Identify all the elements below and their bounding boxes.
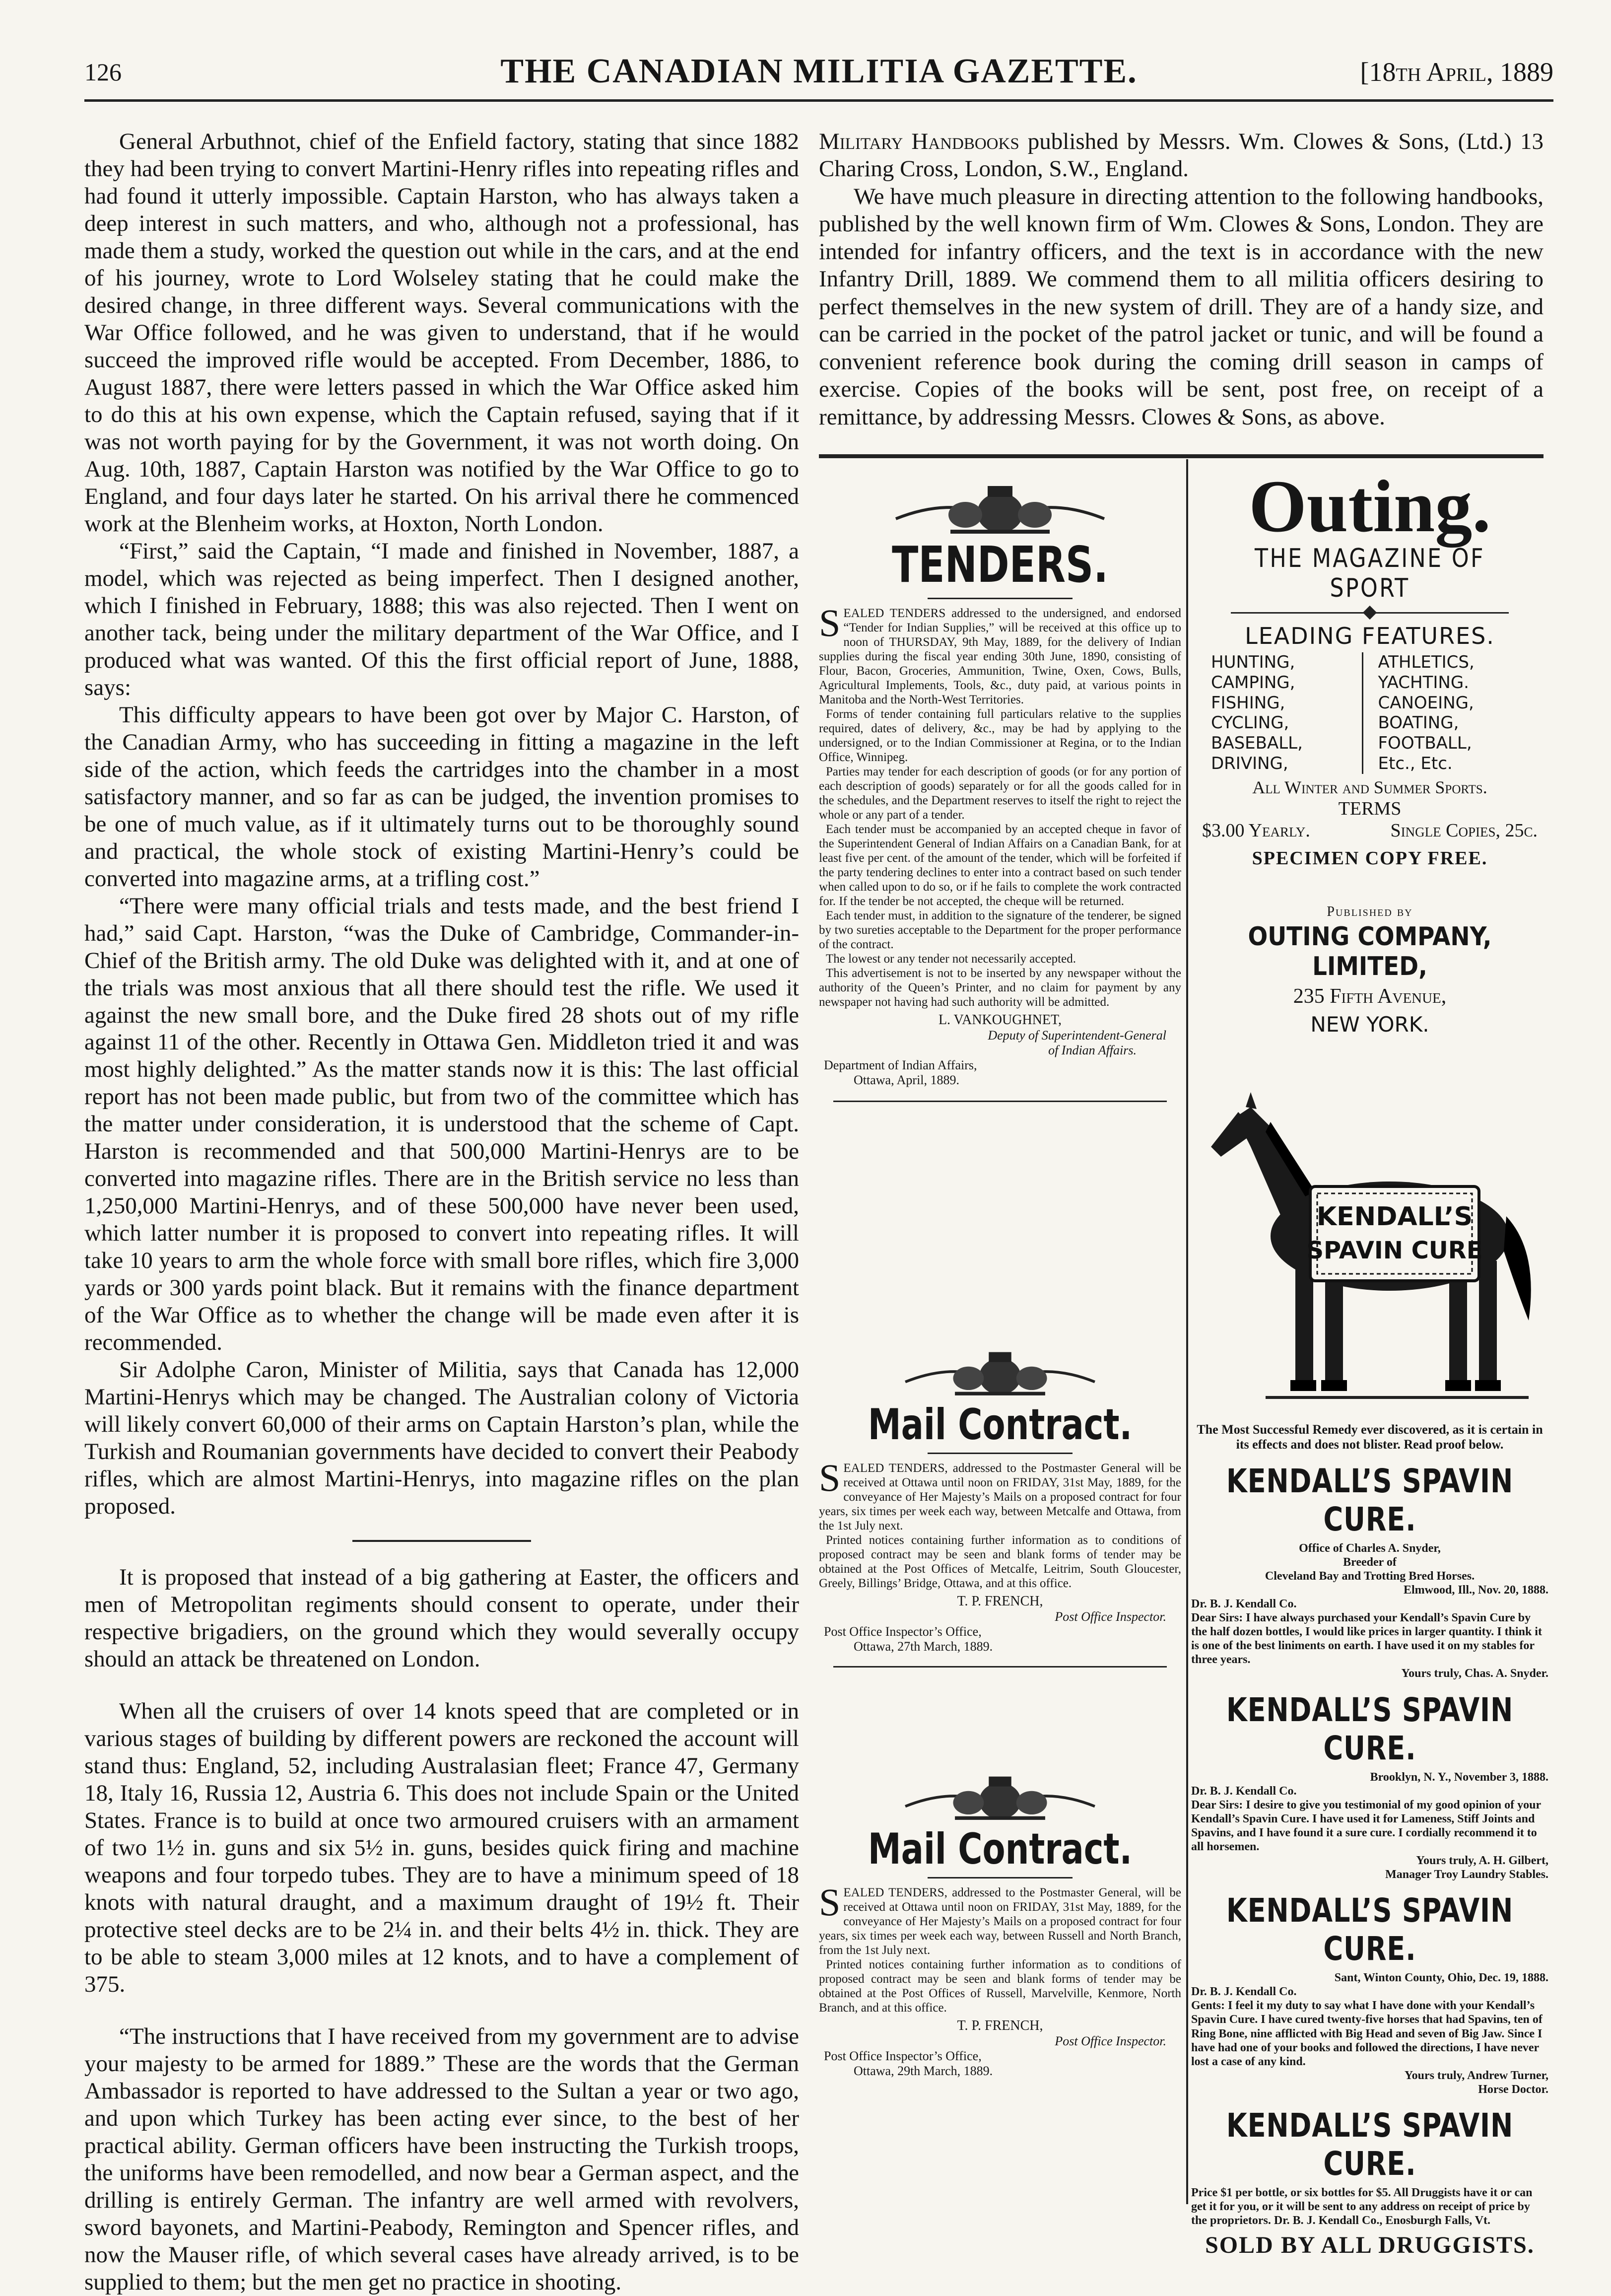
cruisers-article [84,1698,799,1998]
prices [1191,820,1548,841]
outing-address: 235 Fifth Avenue, [1293,984,1447,1008]
feature-item: HUNTING, [1211,652,1295,672]
mail-contract-ad-2 [819,1775,1181,2079]
tenders-dept-date: Ottawa, April, 1889. [854,1073,960,1087]
outing-company: OUTING COMPANY, LIMITED, [1248,921,1492,981]
testimonial-line: Breeder of [1343,1555,1397,1569]
handbooks-body: We have much pleasure in directing attention to the following handbooks, published by the well known firm of Wm. Clowes & Sons, London. They are intended for infantry officers, and the text is in accordance with the new Infantry Drill, 1889. We commend them to all militia officers desiring to perfect themselves in the new system of drill. They are of a handy size, and can be carried in the pocket of the patrol jacket or tunic, and will be found a convenient reference book during the coming drill season in camps of exercise. Copies of the books will be sent, post free, on receipt of a remittance, by addressing Messrs. Clowes & Sons, as above. [819,183,1544,430]
tenders-sig-title-2: of Indian Affairs. [1048,1043,1137,1057]
kendall-heading: KENDALL’S SPAVIN CURE. [1226,1690,1514,1767]
ads-top-rule [819,454,1544,458]
royal-arms-ornament-icon [891,1350,1109,1400]
price-single: Single Copies, 25c. [1390,820,1538,841]
testimonial-line: Dr. B. J. Kendall Co. [1191,1784,1297,1798]
testimonial-line: Cleveland Bay and Trotting Bred Horses. [1265,1569,1475,1583]
turkey-article [84,2023,799,2296]
paragraph: Forms of tender containing full particulars relative to the supplies required, dates of delivery, &c., may be had by applying to the undersigned, or to the Indian Commissioner at Regina, or to the Indian Office, Winnipeg. [819,707,1181,764]
kendall-testimonial-1 [1191,1541,1548,1681]
feature-item: CAMPING, [1211,672,1295,693]
mail-contract-office: Post Office Inspector’s Office, [824,1624,982,1639]
testimonial-line: Dear Sirs: I have always purchased your Kendall’s Spavin Cure by the half dozen bottles, I would like prices in larger quantity. I think it is one of the best liniments on earth. I have used it on my stables for three years. [1191,1611,1542,1667]
feature-item: BASEBALL, [1211,733,1303,754]
paragraph: Sir Adolphe Caron, Minister of Militia, says that Canada has 12,000 Martini-Henrys which may be changed. The Australian colony of Victoria will likely convert 60,000 of their arms on Captain Harston’s plan, while the Turkish and Roumanian governments have decided to convert their Peabody rifles, which are almost Martini-Henrys, into magazine rifles on the plan proposed. [84,1357,799,1520]
kendall-testimonial-2 [1191,1770,1548,1882]
testimonial-line: Yours truly, A. H. Gilbert, [1416,1854,1548,1868]
mail-contract-body: SEALED TENDERS, addressed to the Postmaster General will be received at Ottawa until noon on FRIDAY, 31st May, 1889, for the conveyance of Her Majesty’s Mails on a proposed contract for four years, six times per week each way, between Metcalfe and Ottawa, from the 1st July next. Printed notices containing further information as to conditions of proposed contract may be seen and blank forms of tender may be obtained at the Post Offices of Metcalfe, Leitrim, South Gloucester, Greely, Billings’ Bridge, Ottawa, and at this office. [819,1456,1181,1590]
paper-title: THE CANADIAN MILITIA GAZETTE. [500,52,1138,90]
feature-item: FISHING, [1211,693,1285,713]
testimonial-line: Yours truly, Chas. A. Snyder. [1401,1667,1548,1680]
mail-contract-ad-1 [819,1350,1181,1668]
price-yearly: $3.00 Yearly. [1202,820,1310,841]
paragraph: Printed notices containing further information as to conditions of proposed contract may be seen and blank forms of tender may be obtained at the Post Offices of Russell, Marvelville, Kenmore, North Branch, and at this office. [819,1958,1181,2015]
kendall-heading: KENDALL’S SPAVIN CURE. [1226,2106,1514,2183]
paragraph: “There were many official trials and tests made, and the best friend I had,” said Capt. Harston, “was the Duke of Cambridge, Commander-in-Chief of the British army. The old Duke was delighted with it, and at one of the trials was most anxious that all there should test the rifle. We used it against the new small bore, and the Duke fired 28 shots out of my rifle against 11 of the other. Recently in Ottawa Gen. Middleton tried it and was most highly delighted.” As the matter stands now it is this: The last official report has not been made public, but from two of the committee which has the matter under consideration, it is understood that the scheme of Capt. Harston is recommended and that 500,000 Martini-Henrys are to be converted into magazine rifles. There are in the British service no less than 1,250,000 Martini-Henrys, and of these 500,000 have never been used, which latter number it is proposed to convert into repeating rifles. It will take 10 years to arm the whole force with small bore rifles, which fire 3,000 yards or 300 yards point black. But it remains with the finance department of the War Office as to whether the change will be made even after it is recommended. [84,893,799,1356]
article-separator [352,1540,531,1542]
mail-contract-signature: T. P. FRENCH, [957,1594,1043,1609]
outing-title: Outing. [1249,465,1491,548]
paragraph: “The instructions that I have received from my government are to advise your majesty to be armed for 1889.” These are the words that the German Ambassador is reported to have addressed to the Sultan a year or two ago, and upon which Turkey has been acting ever since, to the best of her practical ability. German officers have been instructing the Turkish troops, the uniforms have been remodelled, and now bear a German aspect, and the drilling is entirely German. The infantry are well armed with revolvers, sword bayonets, and Martini-Peabody, Remington and Spencer rifles, and now the Mauser rifle, of which several cases have already arrived, is to be supplied to them; but the men get no practice in shooting. [84,2023,799,2295]
mail-contract-heading: Mail Contract. [868,1824,1133,1874]
paragraph: General Arbuthnot, chief of the Enfield factory, stating that since 1882 they had been trying to convert Martini-Henry rifles into repeating rifles and had found it utterly impossible. Captain Harston, who has always taken a deep interest in such matters, and who, although not a professional, has made them a study, worked the question out while in the cars, and at the end of his journey, wrote to Lord Wolseley stating that he could make the desired change, in three different ways. Several communications with the War Office followed, and he was given to understand, that if he would succeed the improved rifle would be accepted. From December, 1886, to August 1887, there were letters passed in which the War Office asked him to do this at his own expense, which the Captain refused, saying that if it was not worth paying for by the Government, it was not worth doing. On Aug. 10th, 1887, Captain Harston was notified by the War Office to go to England, and four days later he started. On his arrival there he commenced work at the Blenheim works, at Hoxton, North London. [84,129,799,537]
paragraph: Parties may tender for each description of goods (or for any portion of each description of goods) separately or for all the goods called for in the schedules, and the Department reserves to itself the right to reject the whole or any part of a tender. [819,765,1181,822]
tenders-body: SEALED TENDERS addressed to the undersigned, and endorsed “Tender for Indian Supplies,” will be received at this office up to noon of THURSDAY, 9th May, 1889, for the delivery of Indian supplies during the fiscal year ending 30th June, 1890, consisting of Flour, Bacon, Groceries, Ammunition, Twine, Oxen, Cows, Bulls, Agricultural Implements, Tools, &c., duty paid, at various points in Manitoba and the North-West Territories. Forms of tender containing full particulars relative to the supplies required, dates of delivery, &c., may be had by applying to the undersigned, or to the Indian Commissioner at Regina, or to the Indian Office, Winnipeg. Parties may tender for each description of goods (or for any portion of each description of goods) separately or for all the goods called for in the schedules, and the Department reserves to itself the right to reject the whole or any part of a tender. Each tender must be accompanied by an accepted cheque in favor of the Superintendent General of Indian Affairs on a Canadian Bank, for at least five per cent. of the amount of the tender, which will be forfeited if the party tendering declines to enter into a contract based on such tender when called upon to do so, or if he fails to complete the work contracted for. If the tender be not accepted, the cheque will be returned. Each tender must, in addition to the signature of the tenderer, be signed by two sureties acceptable to the Department for the proper performance of the contract. The lowest or any tender not necessarily accepted. This advertisement is not to be inserted by any newspaper without the authority of the Queen’s Printer, and no claim for payment by any newspaper not having had such authority will be admitted. [819,601,1181,1009]
feature-item: Etc., Etc. [1378,753,1453,773]
kendall-ad [1191,1087,1548,2259]
tenders-signature: L. VANKOUGHNET, [938,1012,1062,1028]
kendall-heading: KENDALL’S SPAVIN CURE. [1226,1461,1514,1538]
paragraph: This difficulty appears to have been got over by Major C. Harston, of the Canadian Army, who has succeeding in fitting a magazine in the left side of the action, which feeds the cartridges into the chamber in a most satisfactory manner, and so far as can be judged, the invention promises to be one of much value, as if it ultimately turns out to be thoroughly sound and practical, the whole stock of existing Martini-Henry’s could be converted into magazine arms, at a trifling cost.” [84,701,799,892]
kendall-testimonial-3 [1191,1971,1548,2096]
kendall-price: Price $1 per bottle, or six bottles for $5. All Druggists have it or can get it for you, or it will be sent to any address on receipt of price by the proprietors. Dr. B. J. Kendall Co., Enosburgh Falls, Vt. [1191,2186,1533,2227]
paragraph: The lowest or any tender not necessarily accepted. [826,952,1076,966]
testimonial-line: Horse Doctor. [1478,2083,1548,2096]
testimonial-line: Dear Sirs: I desire to give you testimonial of my good opinion of your Kendall’s Spavin Cure. I have used it for Lameness, Stiff Joints and Spavins, and I have found it a sure cure. I cordially recommend it to all horsemen. [1191,1798,1541,1853]
royal-arms-ornament-icon [891,1775,1109,1824]
handbooks-title: Military Handbooks [819,129,1019,154]
left-column [84,128,799,2296]
feature-item: BOATING, [1378,713,1459,733]
kendall-heading: KENDALL’S SPAVIN CURE. [1226,1891,1514,1968]
blanket-text-2: SPAVIN CURE [1306,1237,1483,1264]
masthead [84,48,1553,92]
diamond-rule [1231,612,1509,614]
mail-contract-sig-title: Post Office Inspector. [1055,2034,1166,2048]
sold-by-druggists: SOLD BY ALL DRUGGISTS. [1205,2232,1535,2259]
mail-contract-sig-title: Post Office Inspector. [1055,1609,1166,1624]
paragraph: Printed notices containing further information as to conditions of proposed contract may be seen and blank forms of tender may be obtained at the Post Offices of Metcalfe, Leitrim, South Gloucester, Greely, Billings’ Bridge, Ottawa, and at this office. [819,1533,1181,1590]
testimonial-line: Gents: I feel it my duty to say what I have done with your Kendall’s Spavin Cure. I have cured twenty-five horses that had Spavins, ten of Ring Bone, nine afflicted with Big Head and seven of Big Jaw. Since I have had one of your books and followed the directions, I have never lost a case of any kind. [1191,1999,1543,2068]
mail-contract-signature: T. P. FRENCH, [957,2018,1043,2033]
feature-item: YACHTING. [1378,672,1469,693]
tenders-heading: TENDERS. [892,536,1108,594]
mail-contract-office-date: Ottawa, 29th March, 1889. [854,2064,993,2078]
testimonial-line: Office of Charles A. Snyder, [1299,1541,1441,1555]
mail-contract-heading: Mail Contract. [868,1400,1133,1450]
testimonial-line: Brooklyn, N. Y., November 3, 1888. [1370,1770,1548,1784]
outing-subtitle: THE MAGAZINE OF SPORT [1255,544,1485,603]
all-sports: All Winter and Summer Sports. [1252,777,1487,797]
tenders-ad [819,484,1181,1102]
mail-contract-office: Post Office Inspector’s Office, [824,2049,982,2063]
mail-contract-body: SEALED TENDERS, addressed to the Postmaster General, will be received at Ottawa until noon on FRIDAY, 31st May, 1889, for the conveyance of Her Majesty’s Mails on a proposed contract for four years, six times per week each way, between Russell and North Branch, from the 1st July next. Printed notices containing further information as to conditions of proposed contract may be seen and blank forms of tender may be obtained at the Post Offices of Russell, Marvelville, Kenmore, North Branch, and at this office. [819,1880,1181,2015]
feature-item: CYCLING, [1211,713,1289,733]
blanket-text-1: KENDALL’S [1316,1202,1473,1232]
testimonial-line: Dr. B. J. Kendall Co. [1191,1598,1297,1611]
tenders-dept: Department of Indian Affairs, [824,1058,977,1072]
tenders-sig-title-1: Deputy of Superintendent-General [988,1028,1166,1043]
outing-ad [1191,465,1548,1037]
mail-contract-office-date: Ottawa, 27th March, 1889. [854,1639,993,1654]
paragraph: It is proposed that instead of a big gathering at Easter, the officers and men of Metropolitan regiments should consent to operate, under their respective brigadiers, on the ground which they would severally occupy should an attack be threatened on London. [84,1564,799,1672]
paragraph: “First,” said the Captain, “I made and finished in November, 1887, a model, which was rejected as being imperfect. Then I designed another, which I finished in February, 1888; this was also rejected. Then I went on another tack, being under the military department of the War Office, and I produced what was wanted. Of this the first official report of June, 1888, says: [84,538,799,700]
feature-item: CANOEING, [1378,693,1474,713]
royal-arms-ornament-icon [886,484,1114,539]
paragraph: This advertisement is not to be inserted by any newspaper without the authority of the Queen’s Printer, and no claim for payment by any newspaper not having had such authority will be admitted. [819,967,1181,1009]
horse-illustration-icon [1191,1087,1548,1415]
feature-item: FOOTBALL, [1378,733,1472,754]
testimonial-line: Sant, Winton County, Ohio, Dec. 19, 1888. [1334,1971,1548,1985]
feature-item: ATHLETICS, [1378,652,1475,672]
issue-date: [18th April, 1889 [1360,57,1553,87]
feature-item: DRIVING, [1211,753,1288,773]
specimen-copy: SPECIMEN COPY FREE. [1252,847,1488,869]
terms: TERMS [1338,798,1402,819]
testimonial-line: Manager Troy Laundry Stables. [1385,1868,1548,1881]
leading-features: LEADING FEATURES. [1245,623,1495,649]
header-rule [84,99,1553,102]
harston-article [84,128,799,1520]
kendall-caption: The Most Successful Remedy ever discovered, as it is certain in its effects and does not blister. Read proof below. [1197,1422,1543,1452]
paragraph: Each tender must, in addition to the signature of the tenderer, be signed by two sureties acceptable to the Department for the proper performance of the contract. [819,909,1181,951]
easter-article [84,1564,799,1673]
published-by: Published by [1327,904,1413,919]
ads-column-divider [1186,459,1188,2204]
testimonial-line: Dr. B. J. Kendall Co. [1191,1985,1297,1999]
handbooks-notice [819,128,1544,431]
page-number: 126 [84,58,122,86]
testimonial-line: Elmwood, Ill., Nov. 20, 1888. [1403,1584,1548,1597]
features-list [1211,652,1529,774]
paragraph: Each tender must be accompanied by an accepted cheque in favor of the Superintendent General of Indian Affairs on a Canadian Bank, for at least five per cent. of the amount of the tender, which will be forfeited if the party tendering declines to enter into a contract based on such tender when called upon to do so, or if he fails to complete the work contracted for. If the tender be not accepted, the cheque will be returned. [819,823,1181,908]
outing-city: NEW YORK. [1310,1012,1429,1037]
paragraph: When all the cruisers of over 14 knots speed that are completed or in various stages of building by different powers are reckoned the account will stand thus: England, 52, including Australasian fleet; France 47, Germany 18, Italy 16, Russia 12, Austria 6. This does not include Spain or the United States. France is to build at once two armoured cruisers with an armament of two 1½ in. guns and six 5½ in. guns, besides quick firing and machine weapons and four torpedo tubes. They are to have a minimum speed of 18 knots with natural draught, and a maximum draught of 19½ ft. Their protective steel decks are to be 2¼ in. and their belts 4½ in. thick. They are to be able to steam 3,000 miles at 12 knots, and to have a complement of 375. [84,1698,799,1997]
testimonial-line: Yours truly, Andrew Turner, [1404,2069,1548,2082]
handbooks-publisher: published by Messrs. Wm. Clowes & Sons, (Ltd.) 13 Charing Cross, London, S.W., England. [819,129,1544,182]
